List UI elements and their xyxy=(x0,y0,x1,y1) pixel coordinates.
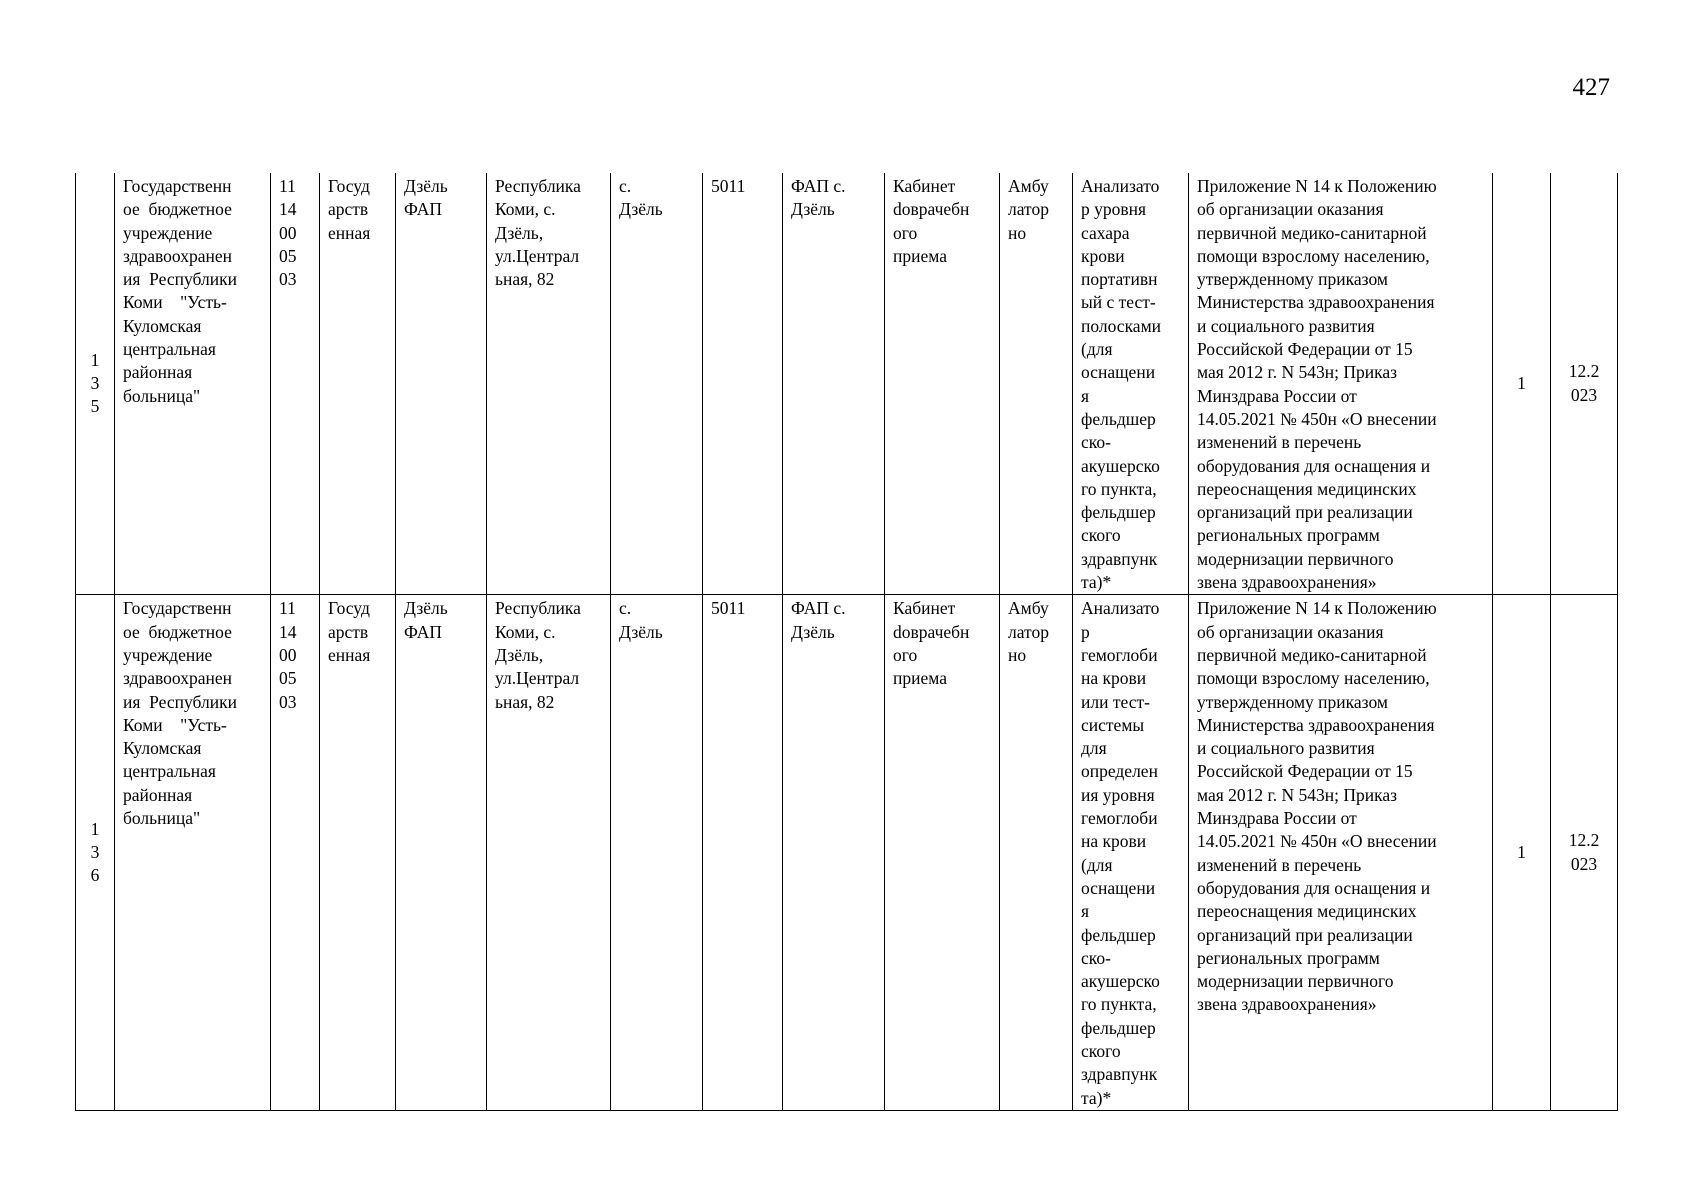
unit-cell: Дзёль ФАП xyxy=(396,173,487,595)
code-cell: 11 14 00 05 03 xyxy=(271,173,320,595)
room-cell: Кабинет dоврачебн ого приема xyxy=(885,595,1000,1111)
basis-cell: Приложение N 14 к Положению об организации оказания первичной медико-санитарной помощи взрослому населению, утвержденному приказом Министерства здравоохранения и социального развития Российской Федерации от 15 мая 2012 г. N 543н; Приказ Минздрава России от 14.05.2021 № 450н «О внесении изменений в перечень оборудования для оснащения и переоснащения медицинских организаций при реализации региональных программ модернизации первичного звена здравоохранения» xyxy=(1189,595,1493,1111)
basis-cell: Приложение N 14 к Положению об организации оказания первичной медико-санитарной помощи взрослому населению, утвержденному приказом Министерства здравоохранения и социального развития Российской Федерации от 15 мая 2012 г. N 543н; Приказ Минздрава России от 14.05.2021 № 450н «О внесении изменений в перечень оборудования для оснащения и переоснащения медицинских организаций при реализации региональных программ модернизации первичного звена здравоохранения» xyxy=(1189,173,1493,595)
care-type-cell: Амбу латор но xyxy=(1000,173,1073,595)
address-cell: Республика Коми, с. Дзёль, ул.Централ ьная, 82 xyxy=(487,595,611,1111)
code-cell: 11 14 00 05 03 xyxy=(271,595,320,1111)
facility-cell: ФАП с. Дзёль xyxy=(783,595,885,1111)
organization-cell: Государственн ое бюджетное учреждение здравоохранен ия Республики Коми "Усть- Куломская центральная районная больница" xyxy=(115,173,271,595)
table-row xyxy=(76,173,1618,595)
settlement-cell: с. Дзёль xyxy=(611,173,703,595)
row-number-cell: 1 3 5 xyxy=(76,173,115,595)
equipment-cell: Анализато р уровня сахара крови портативн ый с тест- полосками (для оснащени я фельдшер ско- акушерско го пункта, фельдшер ского здравпунк та)* xyxy=(1073,173,1189,595)
ownership-cell: Госуд арств енная xyxy=(320,595,396,1111)
settlement-code-cell: 5011 xyxy=(703,595,783,1111)
unit-cell: Дзёль ФАП xyxy=(396,595,487,1111)
settlement-code-cell: 5011 xyxy=(703,173,783,595)
row-number-cell: 1 3 6 xyxy=(76,595,115,1111)
facility-cell: ФАП с. Дзёль xyxy=(783,173,885,595)
address-cell: Республика Коми, с. Дзёль, ул.Централ ьная, 82 xyxy=(487,173,611,595)
room-cell: Кабинет dоврачебн ого приема xyxy=(885,173,1000,595)
date-cell: 12.2 023 xyxy=(1551,595,1618,1111)
date-cell: 12.2 023 xyxy=(1551,173,1618,595)
equipment-cell: Анализато р гемоглоби на крови или тест- системы для определен ия уровня гемоглоби на крови (для оснащени я фельдшер ско- акушерско го пункта, фельдшер ского здравпунк та)* xyxy=(1073,595,1189,1111)
equipment-registry-table xyxy=(75,173,1618,1111)
care-type-cell: Амбу латор но xyxy=(1000,595,1073,1111)
quantity-cell: 1 xyxy=(1493,173,1551,595)
table-row xyxy=(76,595,1618,1111)
quantity-cell: 1 xyxy=(1493,595,1551,1111)
organization-cell: Государственн ое бюджетное учреждение здравоохранен ия Республики Коми "Усть- Куломская центральная районная больница" xyxy=(115,595,271,1111)
settlement-cell: с. Дзёль xyxy=(611,595,703,1111)
page-number: 427 xyxy=(1572,74,1610,101)
ownership-cell: Госуд арств енная xyxy=(320,173,396,595)
